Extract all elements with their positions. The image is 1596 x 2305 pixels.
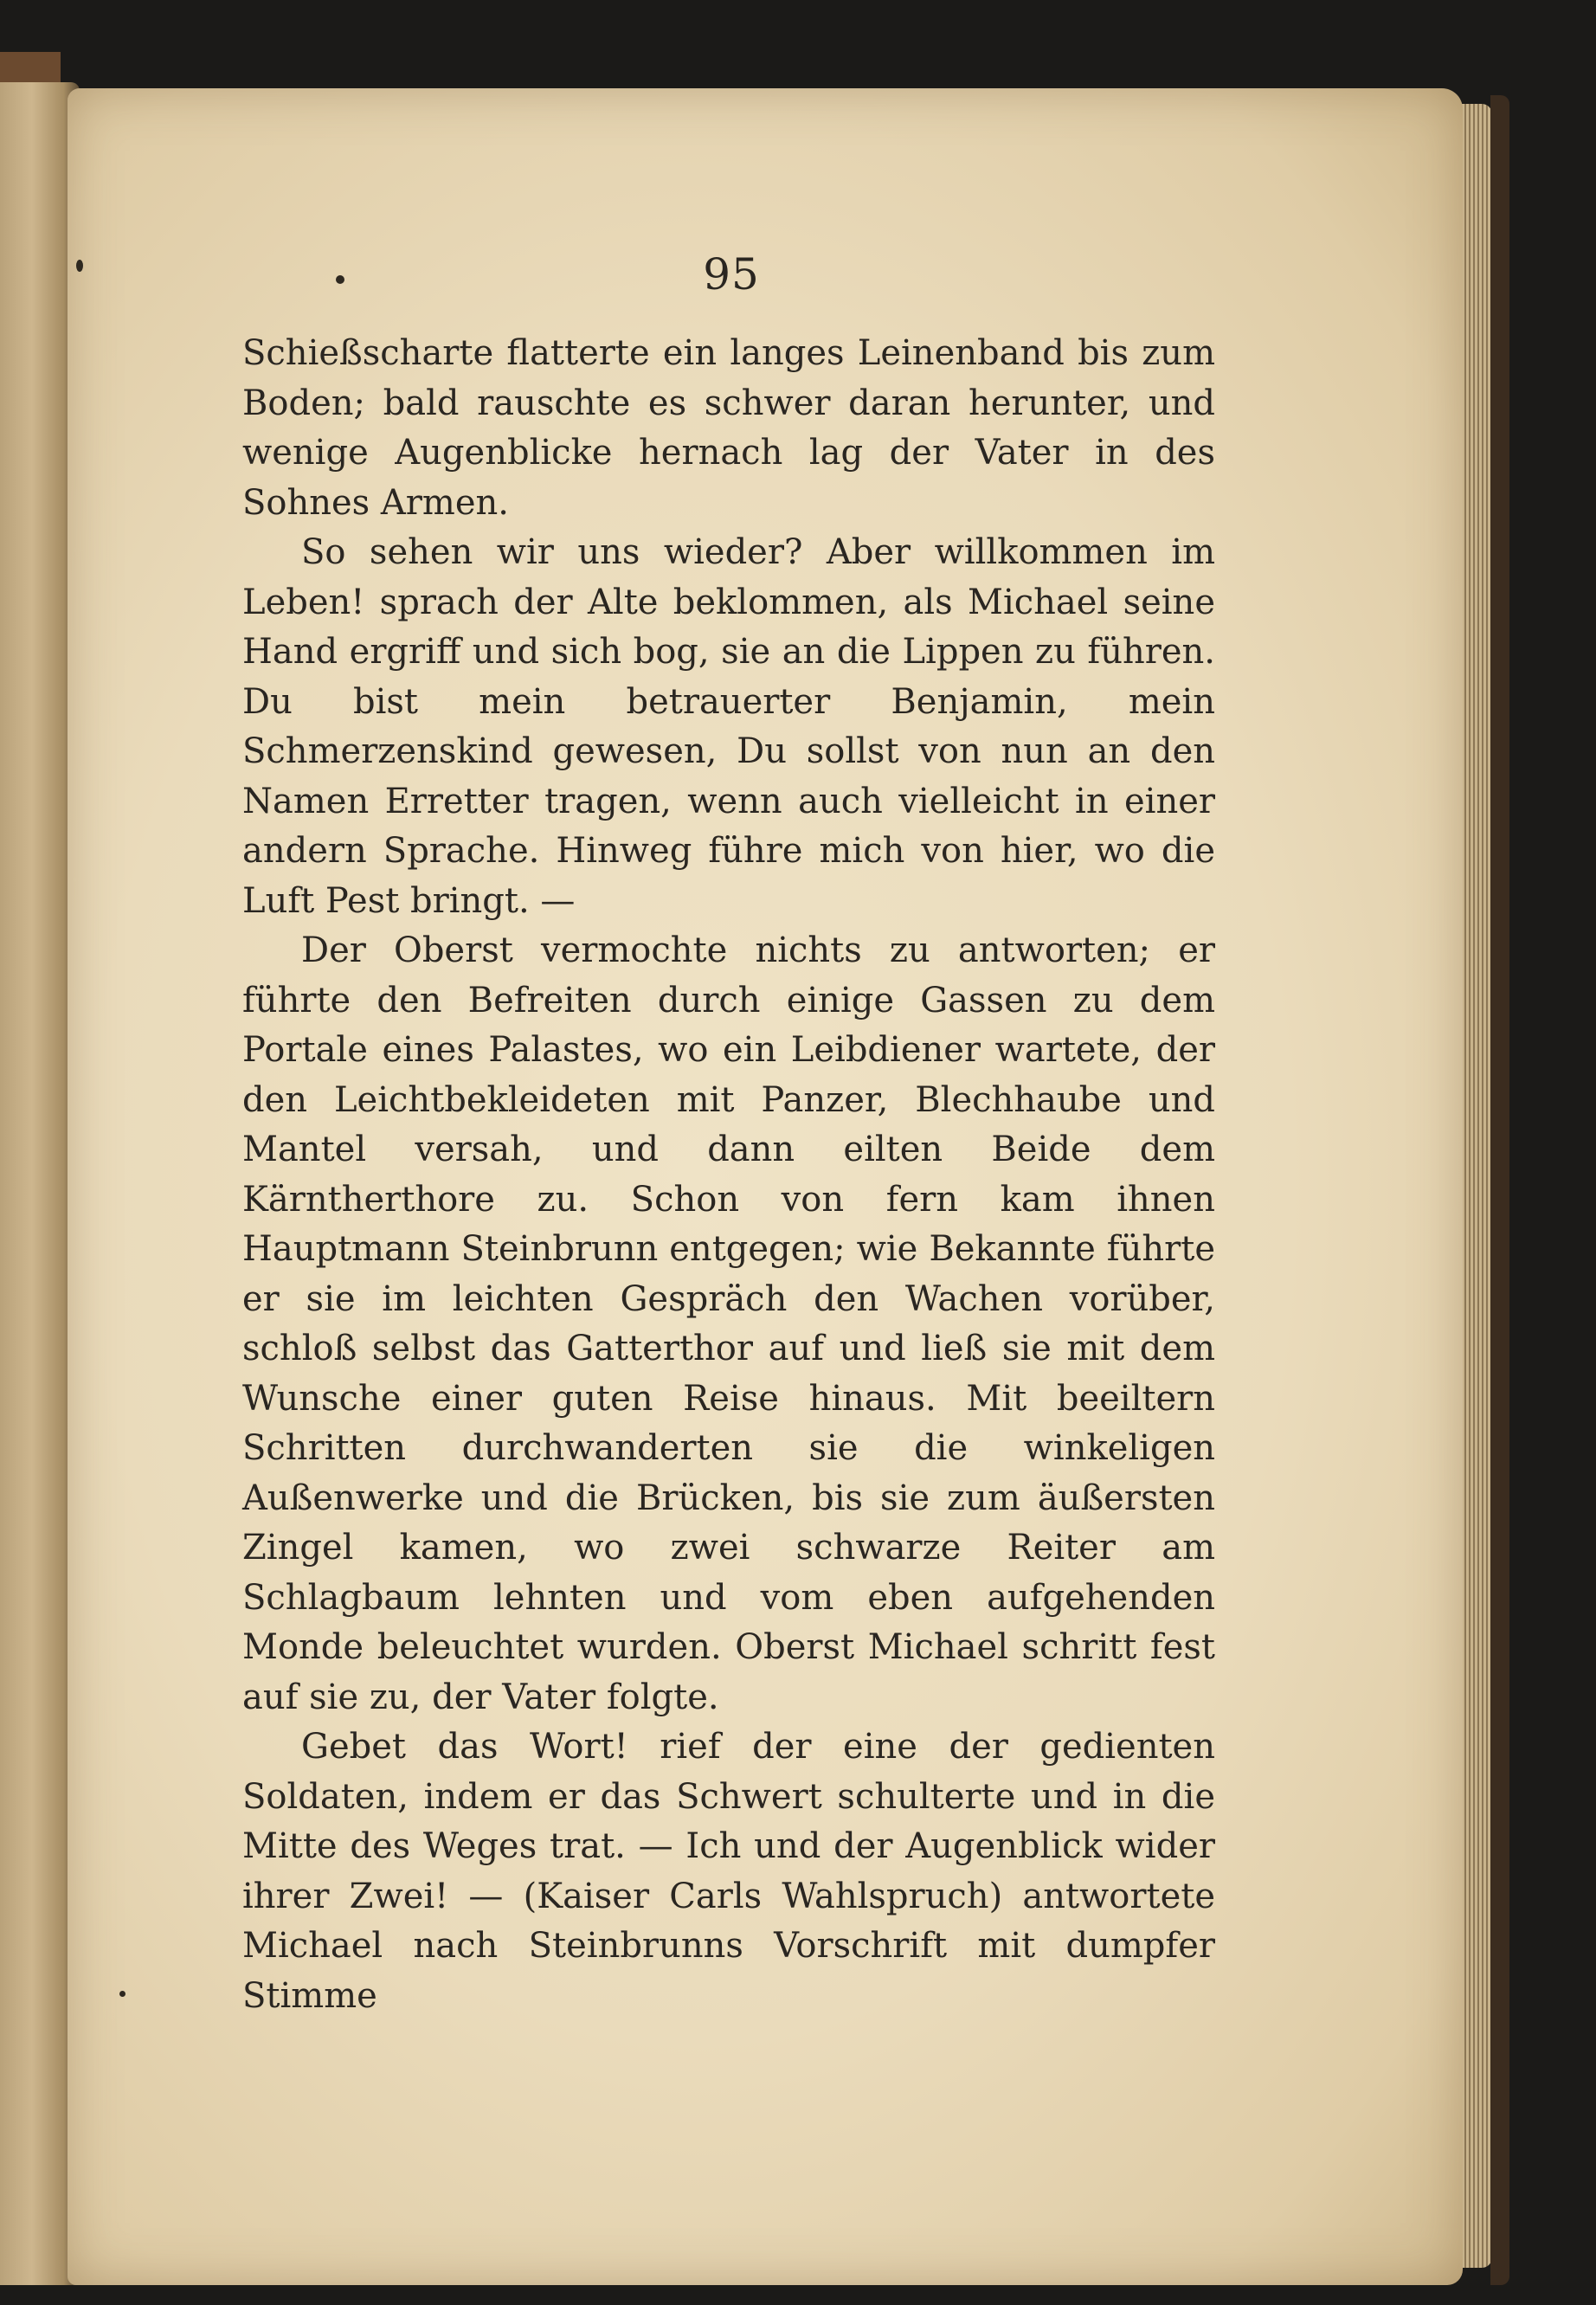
- ink-speck: [119, 1991, 125, 1997]
- paragraph-2: So sehen wir uns wieder? Aber willkommen im Leben! sprach der Alte beklommen, als Michael seine Hand ergriff und sich bog, sie an die Lippen zu führen. Du bist mein betrauerter Benjamin, mein Schmerzenskind gewesen, Du sollst von nun an den Namen Erretter tragen, wenn auch vielleicht in einer andern Sprache. Hinweg führe mich von hier, wo die Luft Pest bringt. —: [242, 532, 1215, 921]
- book-cover-edge-right: [1490, 95, 1509, 2285]
- page-stack-edge: [1458, 104, 1492, 2268]
- page-number: 95: [703, 249, 760, 299]
- paragraph-4: Gebet das Wort! rief der eine der gedienten Soldaten, indem er das Schwert schulterte und in die Mitte des Weges trat. — Ich und der Augenblick wider ihrer Zwei! — (Kaiser Carls Wahlspruch) antwortete Michael nach Steinbrunns Vorschrift mit dumpfer Stimme: [242, 1727, 1215, 2016]
- paragraph-3: Der Oberst vermochte nichts zu antworten; er führte den Befreiten durch einige Gassen zu dem Portale eines Palastes, wo ein Leibdiener wartete, der den Leichtbekleideten mit Panzer, Blechhaube und Mantel versah, und dann eilten Beide dem Kärntherthore zu. Schon von fern kam ihnen Hauptmann Steinbrunn entgegen; wie Bekannte führte er sie im leichten Gespräch den Wachen vorüber, schloß selbst das Gatterthor auf und ließ sie mit dem Wunsche einer guten Reise hinaus. Mit beeiltern Schritten durchwanderten sie die winkeligen Außenwerke und die Brücken, bis sie zum äußersten Zingel kamen, wo zwei schwarze Reiter am Schlagbaum lehnten und vom eben aufgehenden Monde beleuchtet wurden. Oberst Michael schritt fest auf sie zu, der Vater folgte.: [242, 930, 1215, 1717]
- paragraph-1: Schießscharte flatterte ein langes Leinenband bis zum Boden; bald rauschte es schwer daran herunter, und wenige Augenblicke hernach lag der Vater in des Sohnes Armen.: [242, 333, 1215, 523]
- page-text: [242, 329, 1215, 2021]
